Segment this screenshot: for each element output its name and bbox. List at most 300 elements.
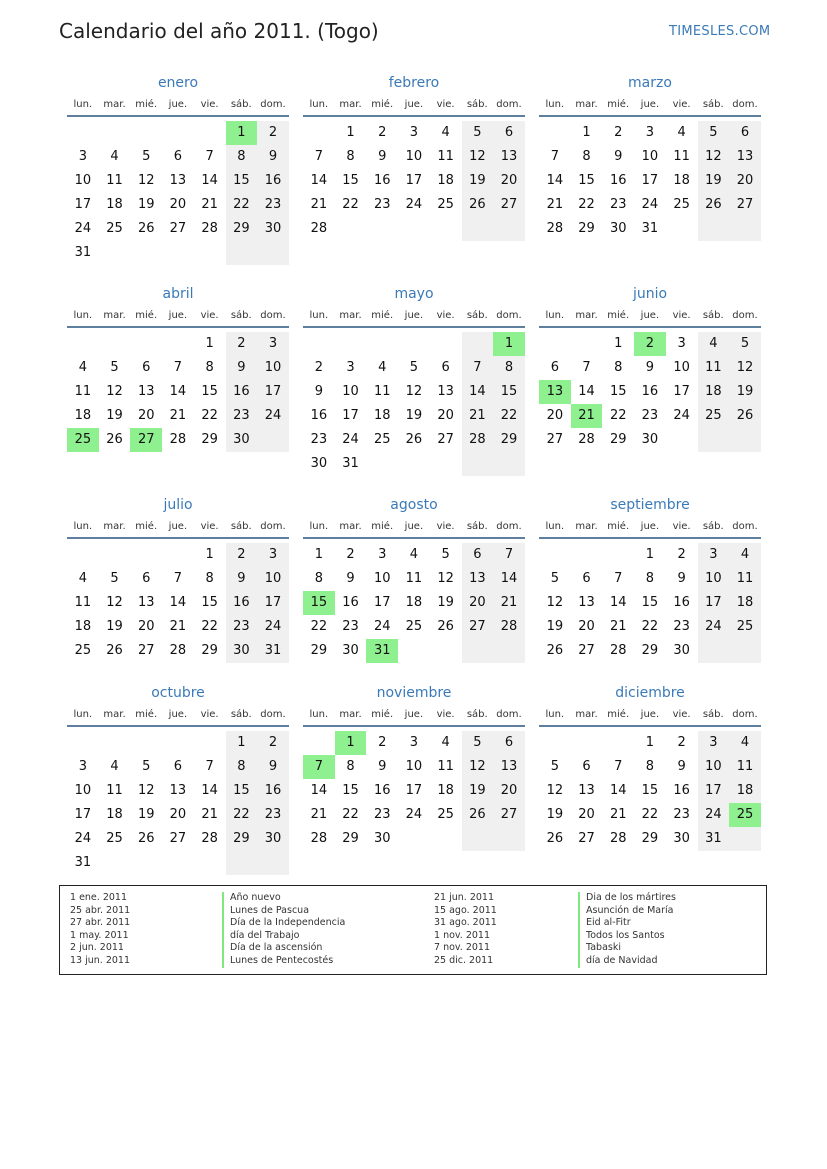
day-cell: 27 bbox=[169, 831, 187, 846]
day-cell: 21 bbox=[169, 408, 187, 423]
day-cell: 24 bbox=[698, 615, 730, 639]
day-cell: 30 bbox=[673, 643, 690, 658]
day-grid bbox=[303, 117, 525, 265]
day-cell: 22 bbox=[226, 803, 258, 827]
day-cell: 7 bbox=[493, 543, 525, 567]
day-cell: 19 bbox=[462, 779, 494, 803]
day-cell: 28 bbox=[201, 221, 218, 236]
weekday-label: mar. bbox=[575, 709, 598, 720]
weekday-label: lun. bbox=[309, 99, 329, 110]
weekday-label: sáb. bbox=[230, 521, 252, 532]
day-cell: 19 bbox=[437, 595, 454, 610]
day-cell: 27 bbox=[729, 193, 761, 217]
day-cell: 27 bbox=[578, 643, 595, 658]
day-cell: 23 bbox=[609, 197, 627, 212]
day-cell: 10 bbox=[74, 173, 92, 188]
holiday-day-cell: 21 bbox=[571, 404, 603, 428]
day-cell: 14 bbox=[310, 173, 328, 188]
day-cell: 3 bbox=[78, 759, 87, 774]
day-cell: 18 bbox=[729, 591, 761, 615]
day-cell: 1 bbox=[645, 547, 655, 562]
weekday-label: lun. bbox=[309, 310, 329, 321]
holiday-date: 21 jun. 2011 bbox=[434, 892, 495, 903]
day-cell: 17 bbox=[405, 783, 423, 798]
day-cell: 23 bbox=[342, 619, 359, 634]
day-cell: 17 bbox=[74, 807, 92, 822]
weekday-label: mar. bbox=[339, 709, 362, 720]
day-cell: 18 bbox=[405, 595, 423, 610]
month-name: octubre bbox=[151, 685, 205, 701]
day-cell: 18 bbox=[74, 619, 92, 634]
day-cell: 16 bbox=[342, 595, 359, 610]
day-cell: 2 bbox=[614, 125, 623, 140]
day-cell: 31 bbox=[74, 855, 92, 870]
weekday-label: mié. bbox=[371, 709, 394, 720]
day-cell: 28 bbox=[310, 221, 328, 236]
day-grid bbox=[303, 539, 525, 687]
day-cell: 15 bbox=[201, 595, 218, 610]
day-cell: 15 bbox=[609, 384, 627, 399]
weekday-label: mié. bbox=[135, 709, 158, 720]
day-cell: 29 bbox=[201, 432, 218, 447]
day-cell: 11 bbox=[106, 173, 123, 188]
month-diciembre bbox=[539, 682, 761, 875]
holiday-date: 25 dic. 2011 bbox=[434, 954, 494, 966]
day-cell: 28 bbox=[578, 432, 595, 447]
weekend-empty-cell bbox=[493, 217, 525, 241]
month-name: mayo bbox=[394, 286, 434, 302]
day-grid bbox=[67, 727, 289, 875]
day-cell: 2 bbox=[378, 125, 387, 140]
weekday-label: jue. bbox=[168, 709, 188, 720]
weekday-label: jue. bbox=[404, 310, 424, 321]
weekday-header bbox=[303, 305, 525, 326]
weekday-label: sáb. bbox=[702, 310, 724, 321]
day-cell: 9 bbox=[226, 356, 258, 380]
day-cell: 3 bbox=[409, 735, 419, 750]
day-cell: 7 bbox=[614, 571, 623, 586]
weekday-label: dom. bbox=[260, 521, 286, 532]
weekday-label: sáb. bbox=[230, 310, 252, 321]
day-grid bbox=[303, 727, 525, 875]
weekday-label: vie. bbox=[672, 310, 691, 321]
day-cell: 4 bbox=[110, 149, 119, 164]
weekday-header bbox=[67, 516, 289, 537]
month-agosto bbox=[303, 494, 525, 687]
day-cell: 4 bbox=[677, 125, 686, 140]
day-cell: 22 bbox=[641, 619, 659, 634]
month-name: febrero bbox=[388, 75, 440, 91]
day-cell: 27 bbox=[546, 432, 564, 447]
day-cell: 1 bbox=[226, 731, 258, 755]
weekday-label: dom. bbox=[496, 709, 522, 720]
holiday-date: 15 ago. 2011 bbox=[434, 904, 497, 916]
holiday-day-cell: 1 bbox=[226, 121, 258, 145]
weekend-empty-cell bbox=[462, 639, 494, 663]
day-cell: 1 bbox=[314, 547, 323, 562]
holiday-day-cell: 15 bbox=[303, 591, 335, 615]
day-cell: 5 bbox=[142, 759, 151, 774]
day-cell: 28 bbox=[310, 831, 328, 846]
day-cell: 20 bbox=[137, 619, 155, 634]
month-mayo bbox=[303, 283, 525, 476]
weekday-header bbox=[303, 94, 525, 115]
day-cell: 13 bbox=[137, 595, 155, 610]
day-cell: 29 bbox=[578, 221, 595, 236]
weekday-label: sáb. bbox=[466, 99, 488, 110]
holiday-day-cell: 7 bbox=[303, 755, 335, 779]
weekday-label: mar. bbox=[575, 521, 598, 532]
day-cell: 4 bbox=[378, 360, 387, 375]
day-cell: 14 bbox=[201, 783, 218, 798]
day-cell: 25 bbox=[74, 643, 92, 658]
weekday-label: vie. bbox=[436, 521, 455, 532]
day-cell: 24 bbox=[257, 404, 289, 428]
day-cell: 4 bbox=[441, 735, 450, 750]
holiday-day-cell: 27 bbox=[130, 428, 162, 452]
day-cell: 14 bbox=[201, 173, 218, 188]
day-cell: 30 bbox=[641, 432, 659, 447]
day-cell: 23 bbox=[310, 432, 328, 447]
weekday-label: vie. bbox=[200, 521, 219, 532]
day-cell: 13 bbox=[493, 755, 525, 779]
day-cell: 5 bbox=[698, 121, 730, 145]
day-cell: 7 bbox=[173, 360, 183, 375]
day-cell: 15 bbox=[342, 783, 359, 798]
day-cell: 9 bbox=[378, 149, 387, 164]
day-cell: 21 bbox=[609, 807, 627, 822]
day-cell: 7 bbox=[462, 356, 494, 380]
month-enero bbox=[67, 72, 289, 265]
day-cell: 29 bbox=[609, 432, 627, 447]
weekday-label: mar. bbox=[339, 521, 362, 532]
weekday-label: lun. bbox=[73, 709, 93, 720]
day-cell: 3 bbox=[78, 149, 87, 164]
day-cell: 3 bbox=[257, 332, 289, 356]
day-cell: 15 bbox=[201, 384, 218, 399]
holiday-date: 25 abr. 2011 bbox=[70, 904, 131, 916]
holiday-name: Lunes de Pascua bbox=[222, 905, 345, 918]
weekday-header bbox=[303, 704, 525, 725]
day-cell: 6 bbox=[729, 121, 761, 145]
weekday-header bbox=[539, 94, 761, 115]
day-cell: 7 bbox=[205, 149, 214, 164]
day-cell: 20 bbox=[169, 197, 187, 212]
day-cell: 26 bbox=[106, 432, 123, 447]
day-cell: 23 bbox=[373, 807, 391, 822]
day-cell: 13 bbox=[729, 145, 761, 169]
day-cell: 9 bbox=[257, 145, 289, 169]
day-cell: 26 bbox=[729, 404, 761, 428]
weekday-label: lun. bbox=[309, 521, 329, 532]
brand-link[interactable]: TIMESLES.COM bbox=[669, 24, 771, 39]
day-cell: 6 bbox=[582, 759, 591, 774]
day-cell: 29 bbox=[226, 217, 258, 241]
day-cell: 6 bbox=[173, 149, 183, 164]
weekday-label: mié. bbox=[607, 310, 630, 321]
weekday-label: dom. bbox=[732, 99, 758, 110]
day-cell: 26 bbox=[106, 643, 123, 658]
day-cell: 28 bbox=[169, 643, 187, 658]
weekday-label: mié. bbox=[371, 310, 394, 321]
month-octubre bbox=[67, 682, 289, 875]
day-cell: 9 bbox=[314, 384, 323, 399]
holiday-name: Día de la ascensión bbox=[222, 942, 345, 955]
weekday-label: sáb. bbox=[702, 709, 724, 720]
day-cell: 16 bbox=[257, 169, 289, 193]
day-cell: 21 bbox=[310, 807, 328, 822]
day-cell: 25 bbox=[437, 807, 454, 822]
weekday-label: jue. bbox=[404, 99, 424, 110]
weekday-label: vie. bbox=[672, 99, 691, 110]
day-cell: 17 bbox=[257, 380, 289, 404]
day-cell: 16 bbox=[310, 408, 328, 423]
weekday-label: jue. bbox=[640, 310, 660, 321]
day-cell: 1 bbox=[645, 735, 655, 750]
weekday-header bbox=[67, 704, 289, 725]
day-cell: 30 bbox=[257, 827, 289, 851]
day-cell: 4 bbox=[729, 731, 761, 755]
day-cell: 24 bbox=[673, 408, 690, 423]
weekday-label: vie. bbox=[436, 310, 455, 321]
weekend-empty-cell bbox=[729, 217, 761, 241]
day-cell: 11 bbox=[106, 783, 123, 798]
day-cell: 3 bbox=[257, 543, 289, 567]
day-cell: 11 bbox=[729, 567, 761, 591]
day-cell: 22 bbox=[342, 807, 359, 822]
day-grid bbox=[67, 539, 289, 687]
weekday-label: dom. bbox=[496, 99, 522, 110]
day-cell: 4 bbox=[698, 332, 730, 356]
day-cell: 22 bbox=[578, 197, 595, 212]
day-cell: 25 bbox=[106, 831, 123, 846]
month-septiembre bbox=[539, 494, 761, 687]
day-cell: 10 bbox=[405, 149, 423, 164]
weekday-header bbox=[539, 704, 761, 725]
weekday-label: vie. bbox=[436, 709, 455, 720]
month-name: marzo bbox=[628, 75, 672, 91]
day-cell: 25 bbox=[437, 197, 454, 212]
day-cell: 23 bbox=[226, 404, 258, 428]
day-cell: 9 bbox=[257, 755, 289, 779]
holiday-name: Dia de los mártires bbox=[578, 892, 676, 905]
day-cell: 20 bbox=[578, 619, 595, 634]
weekday-label: mar. bbox=[103, 99, 126, 110]
holiday-date: 1 nov. 2011 bbox=[434, 929, 490, 941]
day-cell: 23 bbox=[673, 619, 690, 634]
weekday-label: jue. bbox=[404, 521, 424, 532]
day-cell: 10 bbox=[673, 360, 690, 375]
day-cell: 7 bbox=[314, 149, 323, 164]
day-cell: 2 bbox=[226, 543, 258, 567]
weekday-label: sáb. bbox=[702, 521, 724, 532]
weekday-label: mié. bbox=[371, 521, 394, 532]
month-name: abril bbox=[162, 286, 194, 302]
day-cell: 27 bbox=[462, 615, 494, 639]
day-cell: 21 bbox=[201, 807, 218, 822]
day-cell: 18 bbox=[437, 783, 454, 798]
month-marzo bbox=[539, 72, 761, 265]
day-cell: 15 bbox=[578, 173, 595, 188]
holiday-name: Eid al-Fitr bbox=[578, 917, 676, 930]
day-cell: 12 bbox=[698, 145, 730, 169]
day-cell: 18 bbox=[698, 380, 730, 404]
day-cell: 21 bbox=[169, 619, 187, 634]
day-cell: 20 bbox=[546, 408, 564, 423]
day-cell: 14 bbox=[609, 783, 627, 798]
day-cell: 20 bbox=[169, 807, 187, 822]
day-cell: 8 bbox=[226, 145, 258, 169]
day-cell: 1 bbox=[582, 125, 591, 140]
weekday-label: sáb. bbox=[230, 709, 252, 720]
day-cell: 23 bbox=[226, 615, 258, 639]
day-cell: 17 bbox=[405, 173, 423, 188]
day-cell: 17 bbox=[641, 173, 659, 188]
day-cell: 10 bbox=[698, 755, 730, 779]
weekday-label: vie. bbox=[672, 521, 691, 532]
weekend-empty-cell bbox=[493, 639, 525, 663]
day-cell: 28 bbox=[609, 831, 627, 846]
day-cell: 2 bbox=[226, 332, 258, 356]
day-cell: 3 bbox=[378, 547, 387, 562]
day-cell: 4 bbox=[409, 547, 419, 562]
day-cell: 4 bbox=[78, 571, 87, 586]
day-cell: 2 bbox=[378, 735, 387, 750]
day-cell: 5 bbox=[441, 547, 450, 562]
day-cell: 25 bbox=[405, 619, 423, 634]
day-cell: 24 bbox=[257, 615, 289, 639]
month-name: noviembre bbox=[376, 685, 452, 701]
weekday-label: vie. bbox=[200, 99, 219, 110]
day-cell: 7 bbox=[205, 759, 214, 774]
day-cell: 7 bbox=[173, 571, 183, 586]
day-cell: 14 bbox=[493, 567, 525, 591]
day-cell: 15 bbox=[641, 595, 659, 610]
day-cell: 31 bbox=[342, 456, 359, 471]
day-cell: 23 bbox=[673, 807, 690, 822]
weekday-label: jue. bbox=[640, 521, 660, 532]
weekday-label: dom. bbox=[260, 310, 286, 321]
day-cell: 7 bbox=[582, 360, 591, 375]
day-grid bbox=[539, 328, 761, 476]
weekend-empty-cell bbox=[493, 827, 525, 851]
day-cell: 26 bbox=[698, 193, 730, 217]
month-name: septiembre bbox=[610, 497, 690, 513]
day-cell: 31 bbox=[641, 221, 659, 236]
page-title: Calendario del año 2011. (Togo) bbox=[59, 19, 379, 43]
holiday-date: 7 nov. 2011 bbox=[434, 942, 490, 954]
day-cell: 26 bbox=[137, 221, 155, 236]
weekday-label: jue. bbox=[168, 521, 188, 532]
day-grid bbox=[67, 117, 289, 265]
day-cell: 12 bbox=[437, 571, 454, 586]
day-cell: 13 bbox=[137, 384, 155, 399]
day-cell: 20 bbox=[578, 807, 595, 822]
day-cell: 30 bbox=[673, 831, 690, 846]
day-cell: 25 bbox=[673, 197, 690, 212]
day-cell: 30 bbox=[226, 639, 258, 663]
day-cell: 24 bbox=[698, 803, 730, 827]
holiday-name: día de Navidad bbox=[578, 955, 676, 968]
day-cell: 18 bbox=[106, 197, 123, 212]
day-cell: 12 bbox=[405, 384, 423, 399]
holiday-name: Tabaski bbox=[578, 942, 676, 955]
day-cell: 13 bbox=[578, 783, 595, 798]
day-cell: 30 bbox=[342, 643, 359, 658]
day-cell: 10 bbox=[257, 356, 289, 380]
day-cell: 8 bbox=[314, 571, 323, 586]
day-cell: 2 bbox=[314, 360, 323, 375]
month-abril bbox=[67, 283, 289, 476]
day-cell: 25 bbox=[106, 221, 123, 236]
day-cell: 10 bbox=[405, 759, 423, 774]
day-cell: 10 bbox=[641, 149, 659, 164]
day-cell: 2 bbox=[257, 731, 289, 755]
day-cell: 26 bbox=[462, 803, 494, 827]
weekday-label: mar. bbox=[575, 99, 598, 110]
day-cell: 14 bbox=[609, 595, 627, 610]
holiday-date: 1 ene. 2011 bbox=[70, 892, 127, 903]
weekday-label: lun. bbox=[309, 709, 329, 720]
day-cell: 12 bbox=[546, 595, 564, 610]
day-cell: 22 bbox=[342, 197, 359, 212]
weekday-label: mar. bbox=[103, 709, 126, 720]
weekday-label: mié. bbox=[135, 521, 158, 532]
weekday-label: sáb. bbox=[230, 99, 252, 110]
weekday-label: lun. bbox=[545, 310, 565, 321]
day-cell: 6 bbox=[173, 759, 183, 774]
holiday-date: 2 jun. 2011 bbox=[70, 942, 124, 954]
day-cell: 31 bbox=[74, 245, 92, 260]
weekday-label: dom. bbox=[260, 709, 286, 720]
day-cell: 25 bbox=[729, 615, 761, 639]
day-cell: 3 bbox=[677, 336, 686, 351]
day-cell: 8 bbox=[346, 759, 355, 774]
weekend-empty-cell bbox=[257, 851, 289, 875]
day-cell: 16 bbox=[673, 783, 690, 798]
day-cell: 8 bbox=[493, 356, 525, 380]
day-cell: 6 bbox=[493, 731, 525, 755]
month-julio bbox=[67, 494, 289, 687]
day-cell: 11 bbox=[437, 759, 454, 774]
day-cell: 4 bbox=[729, 543, 761, 567]
day-cell: 16 bbox=[373, 783, 391, 798]
weekday-label: jue. bbox=[404, 709, 424, 720]
day-cell: 19 bbox=[106, 408, 123, 423]
holiday-day-cell: 25 bbox=[729, 803, 761, 827]
day-cell: 29 bbox=[493, 428, 525, 452]
day-cell: 21 bbox=[310, 197, 328, 212]
holiday-day-cell: 1 bbox=[493, 332, 525, 356]
day-cell: 12 bbox=[546, 783, 564, 798]
day-cell: 6 bbox=[462, 543, 494, 567]
day-cell: 8 bbox=[205, 360, 214, 375]
day-cell: 5 bbox=[729, 332, 761, 356]
weekday-label: mar. bbox=[103, 310, 126, 321]
weekday-label: jue. bbox=[640, 709, 660, 720]
day-cell: 29 bbox=[641, 643, 659, 658]
day-cell: 2 bbox=[677, 547, 686, 562]
day-cell: 23 bbox=[641, 408, 659, 423]
day-cell: 3 bbox=[346, 360, 355, 375]
day-cell: 18 bbox=[106, 807, 123, 822]
day-cell: 28 bbox=[546, 221, 564, 236]
day-cell: 20 bbox=[137, 408, 155, 423]
day-cell: 1 bbox=[205, 336, 214, 351]
day-cell: 9 bbox=[614, 149, 623, 164]
day-cell: 16 bbox=[226, 380, 258, 404]
day-cell: 11 bbox=[405, 571, 423, 586]
